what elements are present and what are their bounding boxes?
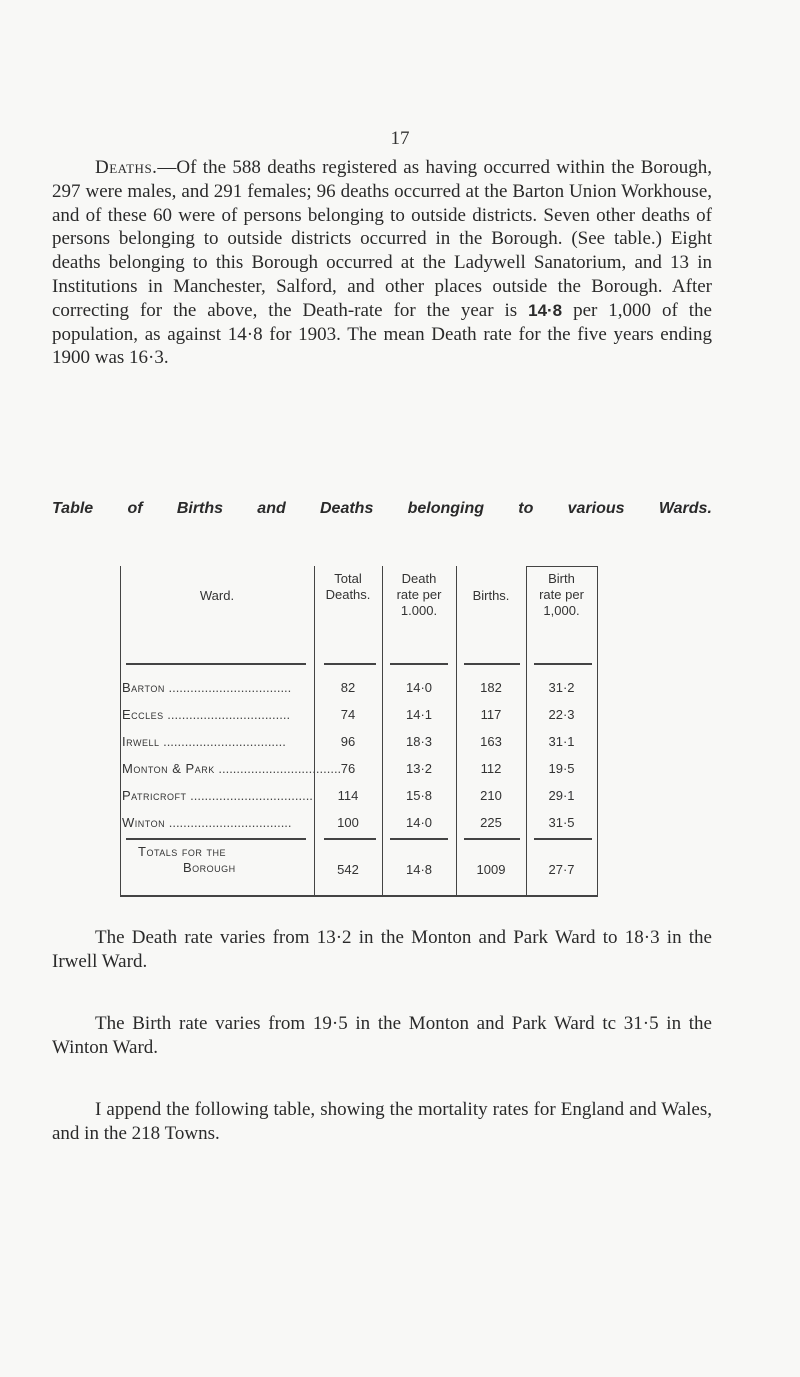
header-total-deaths — [314, 571, 382, 603]
header-ward: Ward. — [199, 588, 235, 603]
page-number: 17 — [390, 128, 410, 149]
header-line: rate per — [396, 587, 442, 602]
table-rule — [126, 838, 306, 840]
death-rate-cell: 18·3 — [405, 734, 433, 749]
leader-dots: .................................. — [214, 761, 342, 776]
table-rule — [597, 566, 598, 896]
ward-name — [122, 788, 312, 803]
table-title-word: Deaths — [320, 500, 374, 517]
leader-dots: .................................. — [186, 788, 313, 803]
deaths-cell: 76 — [340, 761, 356, 776]
birth-rate-cell: 31·2 — [548, 680, 575, 695]
ward-label: Monton & Park — [122, 761, 215, 776]
totals-label-line — [138, 844, 328, 860]
leader-dots: .................................. — [164, 680, 292, 695]
table-rule — [324, 838, 376, 840]
totals-word: Totals for the — [138, 844, 227, 859]
table-rule — [534, 663, 592, 665]
death-rate-cell: 14·0 — [405, 680, 433, 695]
table-title-word: belonging — [407, 500, 485, 517]
ward-name — [122, 734, 312, 749]
death-rate-figure: 14·8 — [528, 300, 563, 320]
table-rule — [120, 895, 598, 897]
total-deaths-cell: 542 — [337, 862, 359, 877]
death-rate-cell: 14·0 — [405, 815, 433, 830]
header-line: 1.000. — [400, 603, 438, 618]
birth-rate-cell: 29·1 — [548, 788, 575, 803]
table-rule — [324, 663, 376, 665]
table-rule — [126, 663, 306, 665]
wards-table — [120, 566, 598, 896]
table-title-word: of — [127, 500, 143, 517]
table-rule — [534, 838, 592, 840]
ward-name — [122, 761, 342, 776]
header-birth-rate — [526, 571, 597, 619]
header-line: Death — [401, 571, 437, 586]
birth-rate-cell: 22·3 — [548, 707, 575, 722]
births-cell: 112 — [480, 761, 502, 776]
table-rule — [120, 566, 121, 896]
header-line: Deaths. — [325, 587, 371, 602]
birth-rate-cell: 31·1 — [548, 734, 575, 749]
death-rate-cell: 14·1 — [405, 707, 433, 722]
ward-label: Irwell — [122, 734, 160, 749]
ward-label: Barton — [122, 680, 165, 695]
header-births: Births. — [472, 588, 510, 603]
deaths-cell: 100 — [337, 815, 359, 830]
death-rate-cell: 13·2 — [405, 761, 433, 776]
header-line: rate per — [539, 587, 584, 602]
header-death-rate — [382, 571, 456, 619]
append-paragraph: I append the following table, showing the mortality rates for England and Wales, and in the 218 Towns. — [52, 1099, 712, 1144]
birth-rate-cell: 31·5 — [548, 815, 575, 830]
ward-label: Patricroft — [122, 788, 187, 803]
totals-label — [138, 844, 328, 876]
table-title-word: Wards. — [658, 500, 712, 517]
leader-dots: .................................. — [163, 707, 291, 722]
ward-label: Winton — [122, 815, 166, 830]
header-line: Birth — [548, 571, 575, 586]
births-cell: 117 — [480, 707, 502, 722]
table-title-word: Table — [52, 500, 94, 517]
death-rate-paragraph: The Death rate varies from 13·2 in the Monton and Park Ward to 18·3 in the Irwell Ward. — [52, 927, 712, 972]
totals-label-line — [138, 860, 328, 876]
ward-label: Eccles — [122, 707, 164, 722]
births-cell: 225 — [480, 815, 502, 830]
birth-rate-paragraph: The Birth rate varies from 19·5 in the Monton and Park Ward tc 31·5 in the Winton Ward. — [52, 1013, 712, 1058]
total-births-cell: 1009 — [476, 862, 506, 877]
table-rule — [390, 838, 448, 840]
table-title-word: and — [257, 500, 286, 517]
totals-word: Borough — [183, 860, 236, 875]
deaths-text-a: —Of the 588 deaths registered as having occurred within the Borough, 297 were males, and 291 females; 96 deaths occurred at the Barton Union Workhouse, and of these 60 were of persons belonging to outside districts. Seven other deaths of persons belonging to outside districts occurred in the Borough. (See table.) Eight deaths belonging to this Borough occurred at the Ladywell Sanatorium, and 13 in Institutions in Manchester, Salford, and other places outside the Borough. After correcting for the above, the Death-rate for the year is — [52, 157, 712, 321]
table-rule — [390, 663, 448, 665]
deaths-cell: 96 — [340, 734, 356, 749]
deaths-paragraph — [52, 156, 712, 370]
leader-dots: .................................. — [165, 815, 292, 830]
ward-name — [122, 680, 312, 695]
births-cell: 163 — [480, 734, 502, 749]
deaths-text-b: per 1,000 of the population, as against 14·8 for 1903. The mean Death rate for the five years ending 1900 was 16·3. — [52, 299, 712, 369]
ward-name — [122, 815, 312, 830]
deaths-lead: Deaths. — [95, 157, 158, 178]
total-death-rate-cell: 14·8 — [405, 862, 433, 877]
deaths-cell: 82 — [340, 680, 356, 695]
table-rule — [456, 566, 457, 896]
table-title-word: Births — [176, 500, 224, 517]
table-rule — [526, 566, 598, 567]
ward-name — [122, 707, 312, 722]
births-cell: 182 — [480, 680, 502, 695]
death-rate-cell: 15·8 — [405, 788, 433, 803]
total-birth-rate-cell: 27·7 — [548, 862, 575, 877]
table-title-word: various — [567, 500, 625, 517]
table-title — [52, 500, 712, 518]
deaths-cell: 114 — [337, 788, 359, 803]
header-line: 1,000. — [543, 603, 580, 618]
birth-rate-cell: 19·5 — [548, 761, 575, 776]
leader-dots: .................................. — [159, 734, 286, 749]
table-title-word: to — [518, 500, 534, 517]
births-cell: 210 — [480, 788, 502, 803]
table-rule — [464, 663, 520, 665]
deaths-cell: 74 — [340, 707, 356, 722]
header-line: Total — [334, 571, 362, 586]
table-rule — [464, 838, 520, 840]
